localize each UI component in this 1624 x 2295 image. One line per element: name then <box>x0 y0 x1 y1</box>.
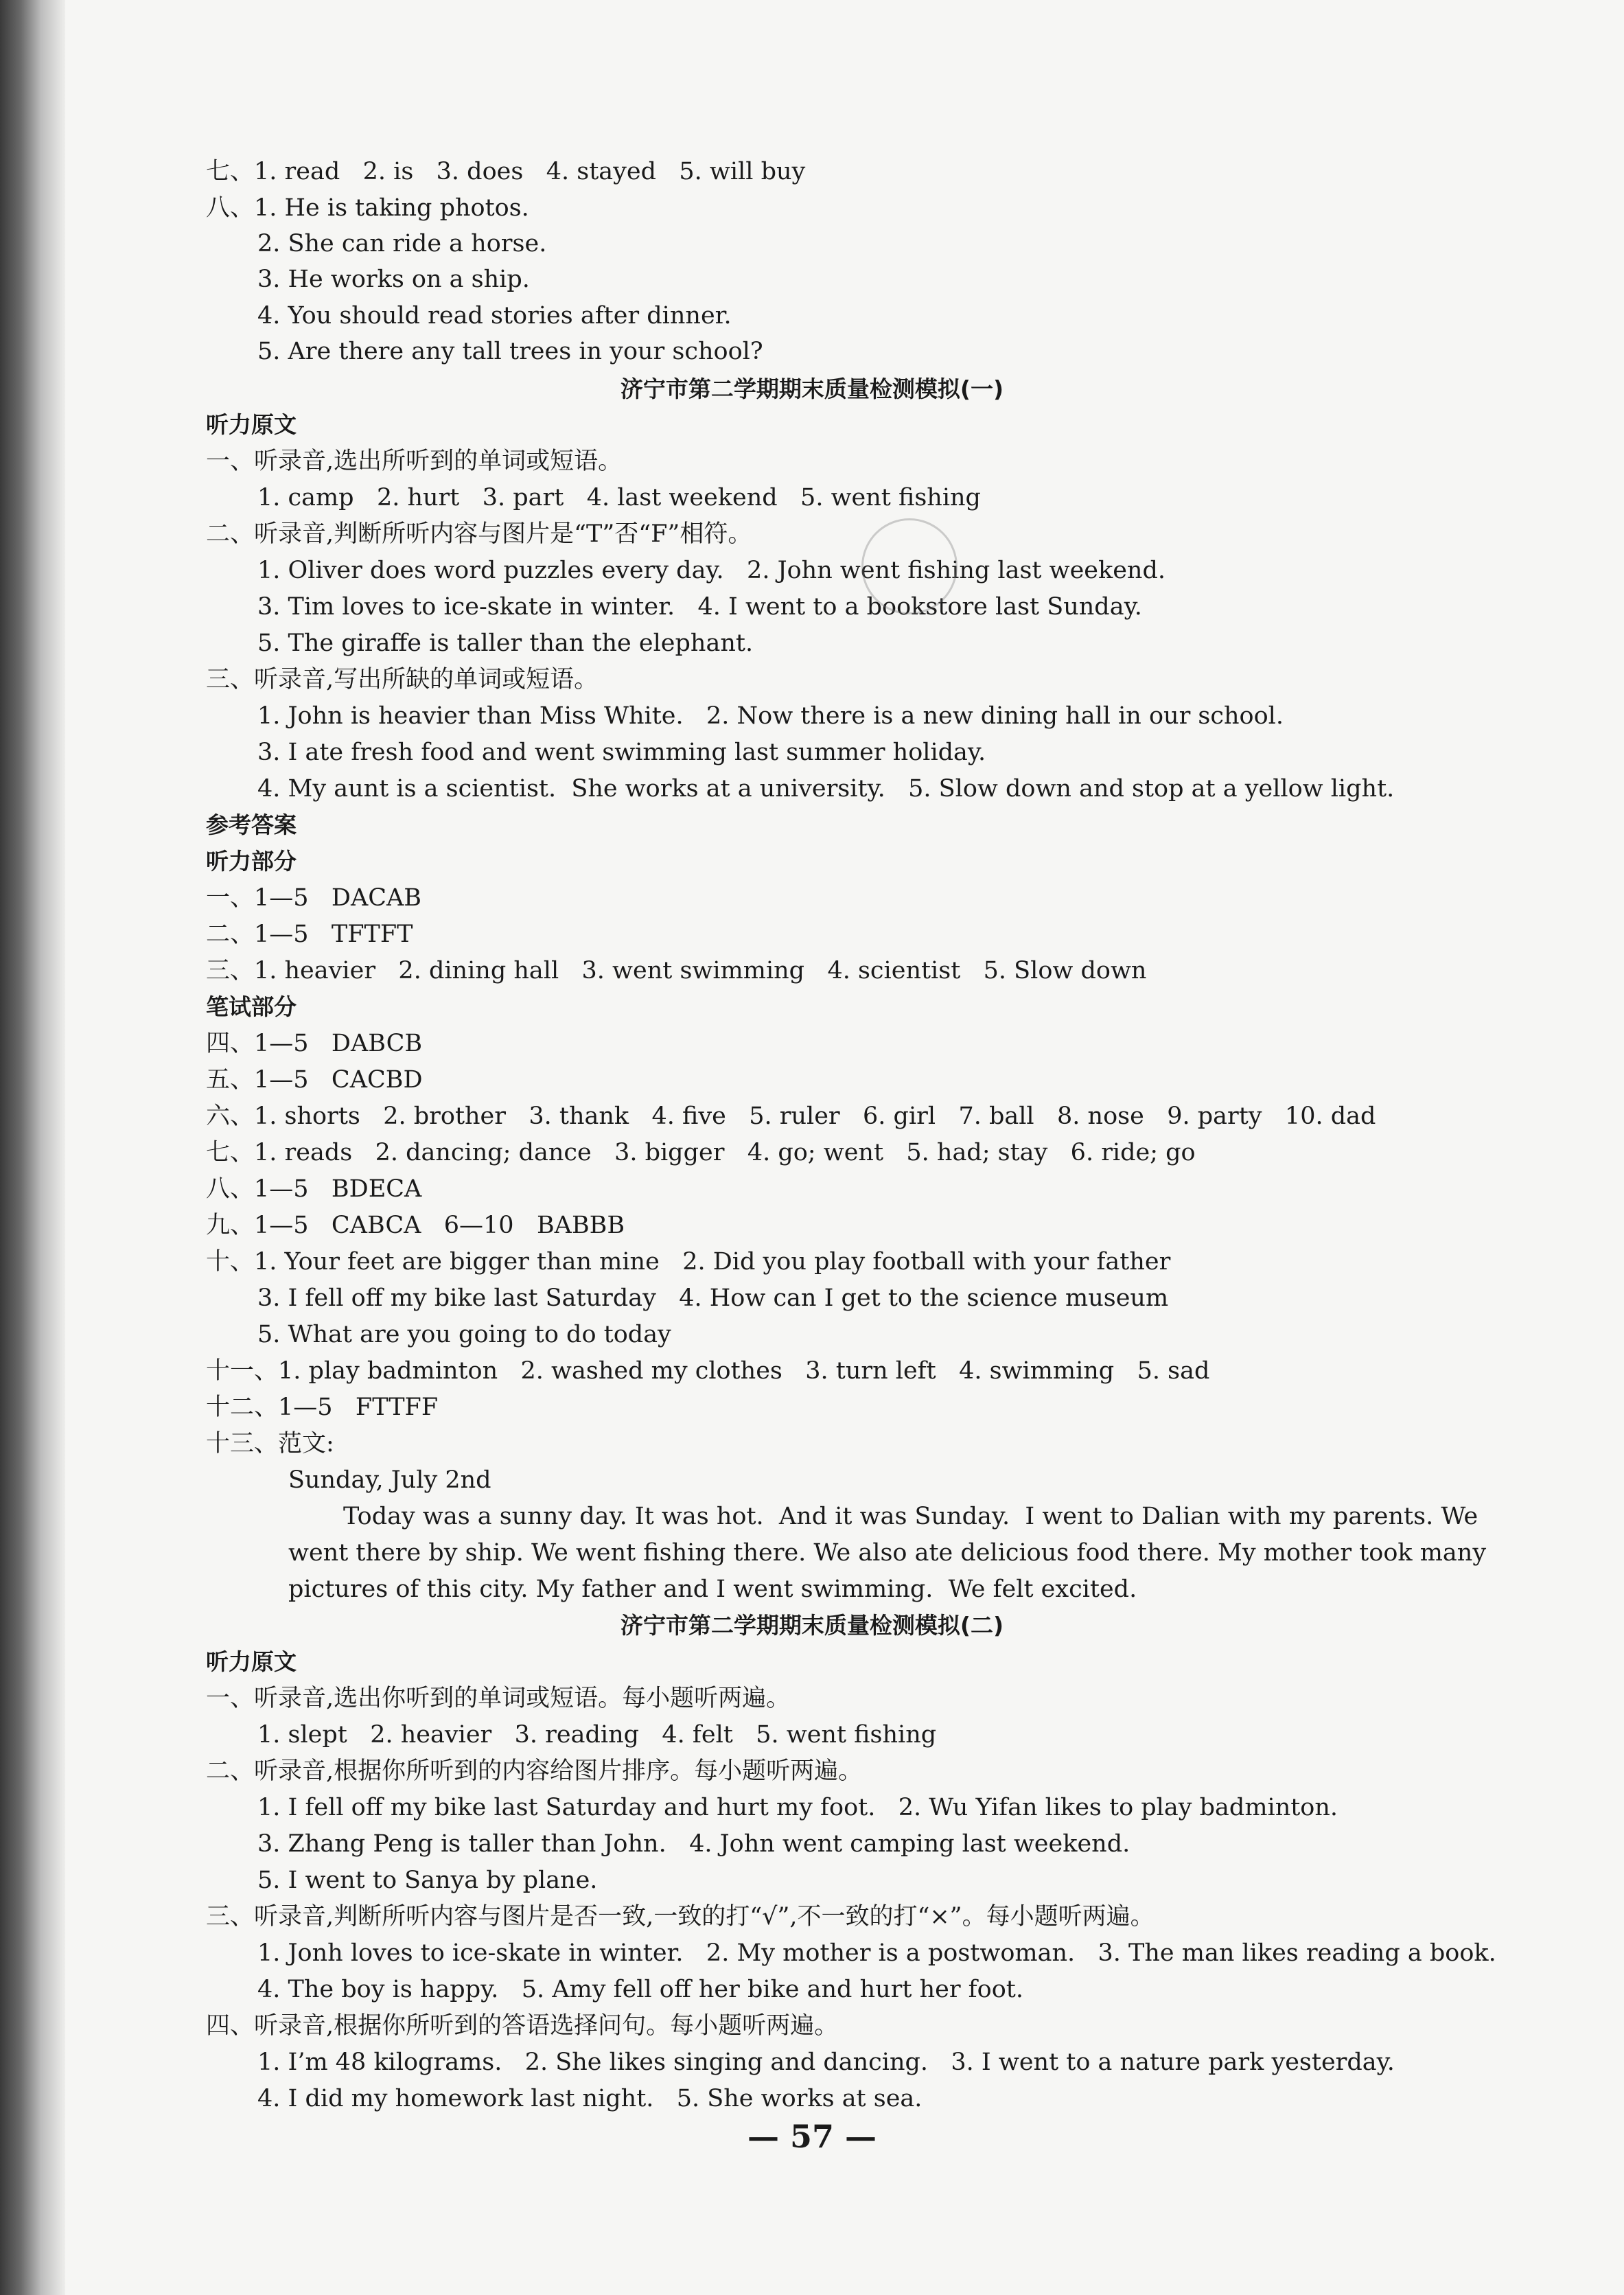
text-line: 1. Jonh loves to ice-skate in winter. 2. My mother is a postwoman. 3. The man likes reading a book. <box>257 1939 1496 1967</box>
text-line: 1. camp 2. hurt 3. part 4. last weekend 5. went fishing <box>257 484 981 511</box>
text-line: 三、1. heavier 2. dining hall 3. went swimming 4. scientist 5. Slow down <box>206 957 1147 984</box>
text-line: 一、听录音,选出你听到的单词或短语。每小题听两遍。 <box>206 1685 791 1712</box>
text-line: 一、1—5 DACAB <box>206 884 422 912</box>
section-heading: 听力原文 <box>206 1648 297 1675</box>
text-line: 3. Tim loves to ice-skate in winter. 4. I went to a bookstore last Sunday. <box>257 593 1142 621</box>
text-line: 三、听录音,写出所缺的单词或短语。 <box>206 666 599 693</box>
text-line: 十三、范文: <box>206 1430 334 1457</box>
section-title: 济宁市第二学期期末质量检测模拟(二) <box>620 1612 1004 1639</box>
text-line: 1. slept 2. heavier 3. reading 4. felt 5. went fishing <box>257 1721 937 1749</box>
text-line: 1. John is heavier than Miss White. 2. Now there is a new dining hall in our school. <box>257 702 1284 730</box>
text-line: 5. What are you going to do today <box>257 1321 671 1348</box>
section-heading: 参考答案 <box>206 811 297 838</box>
text-line: 七、1. read 2. is 3. does 4. stayed 5. will buy <box>206 158 806 185</box>
text-line: 1. I fell off my bike last Saturday and hurt my foot. 2. Wu Yifan likes to play badminton. <box>257 1794 1338 1821</box>
text-line: 七、1. reads 2. dancing; dance 3. bigger 4. go; went 5. had; stay 6. ride; go <box>206 1139 1196 1166</box>
watermark-stamp <box>861 518 958 614</box>
text-line: 5. Are there any tall trees in your school? <box>257 338 763 365</box>
text-line: 十二、1—5 FTTFF <box>206 1394 439 1421</box>
text-line: 3. I fell off my bike last Saturday 4. How can I get to the science museum <box>257 1284 1169 1312</box>
text-line: 二、1—5 TFTFT <box>206 921 413 948</box>
text-line: 八、1. He is taking photos. <box>206 194 529 222</box>
text-line: 3. He works on a ship. <box>257 266 530 293</box>
page-number: — 57 — <box>747 2118 877 2155</box>
text-line: 四、听录音,根据你所听到的答语选择问句。每小题听两遍。 <box>206 2012 839 2040</box>
text-line: 2. She can ride a horse. <box>257 230 547 257</box>
text-line: 4. My aunt is a scientist. She works at a university. 5. Slow down and stop at a yellow light. <box>257 775 1395 803</box>
text-line: 八、1—5 BDECA <box>206 1175 422 1203</box>
text-line: 1. Oliver does word puzzles every day. 2. John went fishing last weekend. <box>257 557 1165 584</box>
essay-line: went there by ship. We went fishing there. We also ate delicious food there. My mother took many <box>288 1539 1487 1567</box>
text-line: 5. I went to Sanya by plane. <box>257 1867 598 1894</box>
text-line: 4. You should read stories after dinner. <box>257 302 732 330</box>
text-line: 十一、1. play badminton 2. washed my clothes 3. turn left 4. swimming 5. sad <box>206 1357 1210 1385</box>
section-heading: 听力原文 <box>206 411 297 438</box>
text-line: 5. The giraffe is taller than the elephant. <box>257 630 754 657</box>
section-title: 济宁市第二学期期末质量检测模拟(一) <box>620 376 1004 402</box>
text-line: 六、1. shorts 2. brother 3. thank 4. five 5. ruler 6. girl 7. ball 8. nose 9. party 10. dad <box>206 1103 1376 1130</box>
essay-date: Sunday, July 2nd <box>288 1466 491 1494</box>
essay-line: Today was a sunny day. It was hot. And it was Sunday. I went to Dalian with my parents. We <box>343 1503 1478 1530</box>
essay-line: pictures of this city. My father and I went swimming. We felt excited. <box>288 1576 1137 1603</box>
text-line: 二、听录音,判断所听内容与图片是“T”否“F”相符。 <box>206 520 752 548</box>
text-line: 三、听录音,判断所听内容与图片是否一致,一致的打“√”,不一致的打“×”。每小题听两遍。 <box>206 1903 1155 1930</box>
text-line: 二、听录音,根据你所听到的内容给图片排序。每小题听两遍。 <box>206 1757 863 1785</box>
text-line: 一、听录音,选出所听到的单词或短语。 <box>206 448 623 475</box>
text-line: 九、1—5 CABCA 6—10 BABBB <box>206 1212 625 1239</box>
text-line: 4. The boy is happy. 5. Amy fell off her bike and hurt her foot. <box>257 1976 1023 2003</box>
section-heading: 听力部分 <box>206 848 297 875</box>
section-heading: 笔试部分 <box>206 993 297 1020</box>
text-line: 3. I ate fresh food and went swimming last summer holiday. <box>257 739 986 766</box>
text-line: 3. Zhang Peng is taller than John. 4. John went camping last weekend. <box>257 1830 1130 1858</box>
text-line: 1. I’m 48 kilograms. 2. She likes singing and dancing. 3. I went to a nature park yesterday. <box>257 2049 1395 2076</box>
text-line: 4. I did my homework last night. 5. She works at sea. <box>257 2085 923 2112</box>
text-line: 十、1. Your feet are bigger than mine 2. Did you play football with your father <box>206 1248 1171 1276</box>
text-line: 四、1—5 DABCB <box>206 1030 423 1057</box>
text-line: 五、1—5 CACBD <box>206 1066 423 1094</box>
